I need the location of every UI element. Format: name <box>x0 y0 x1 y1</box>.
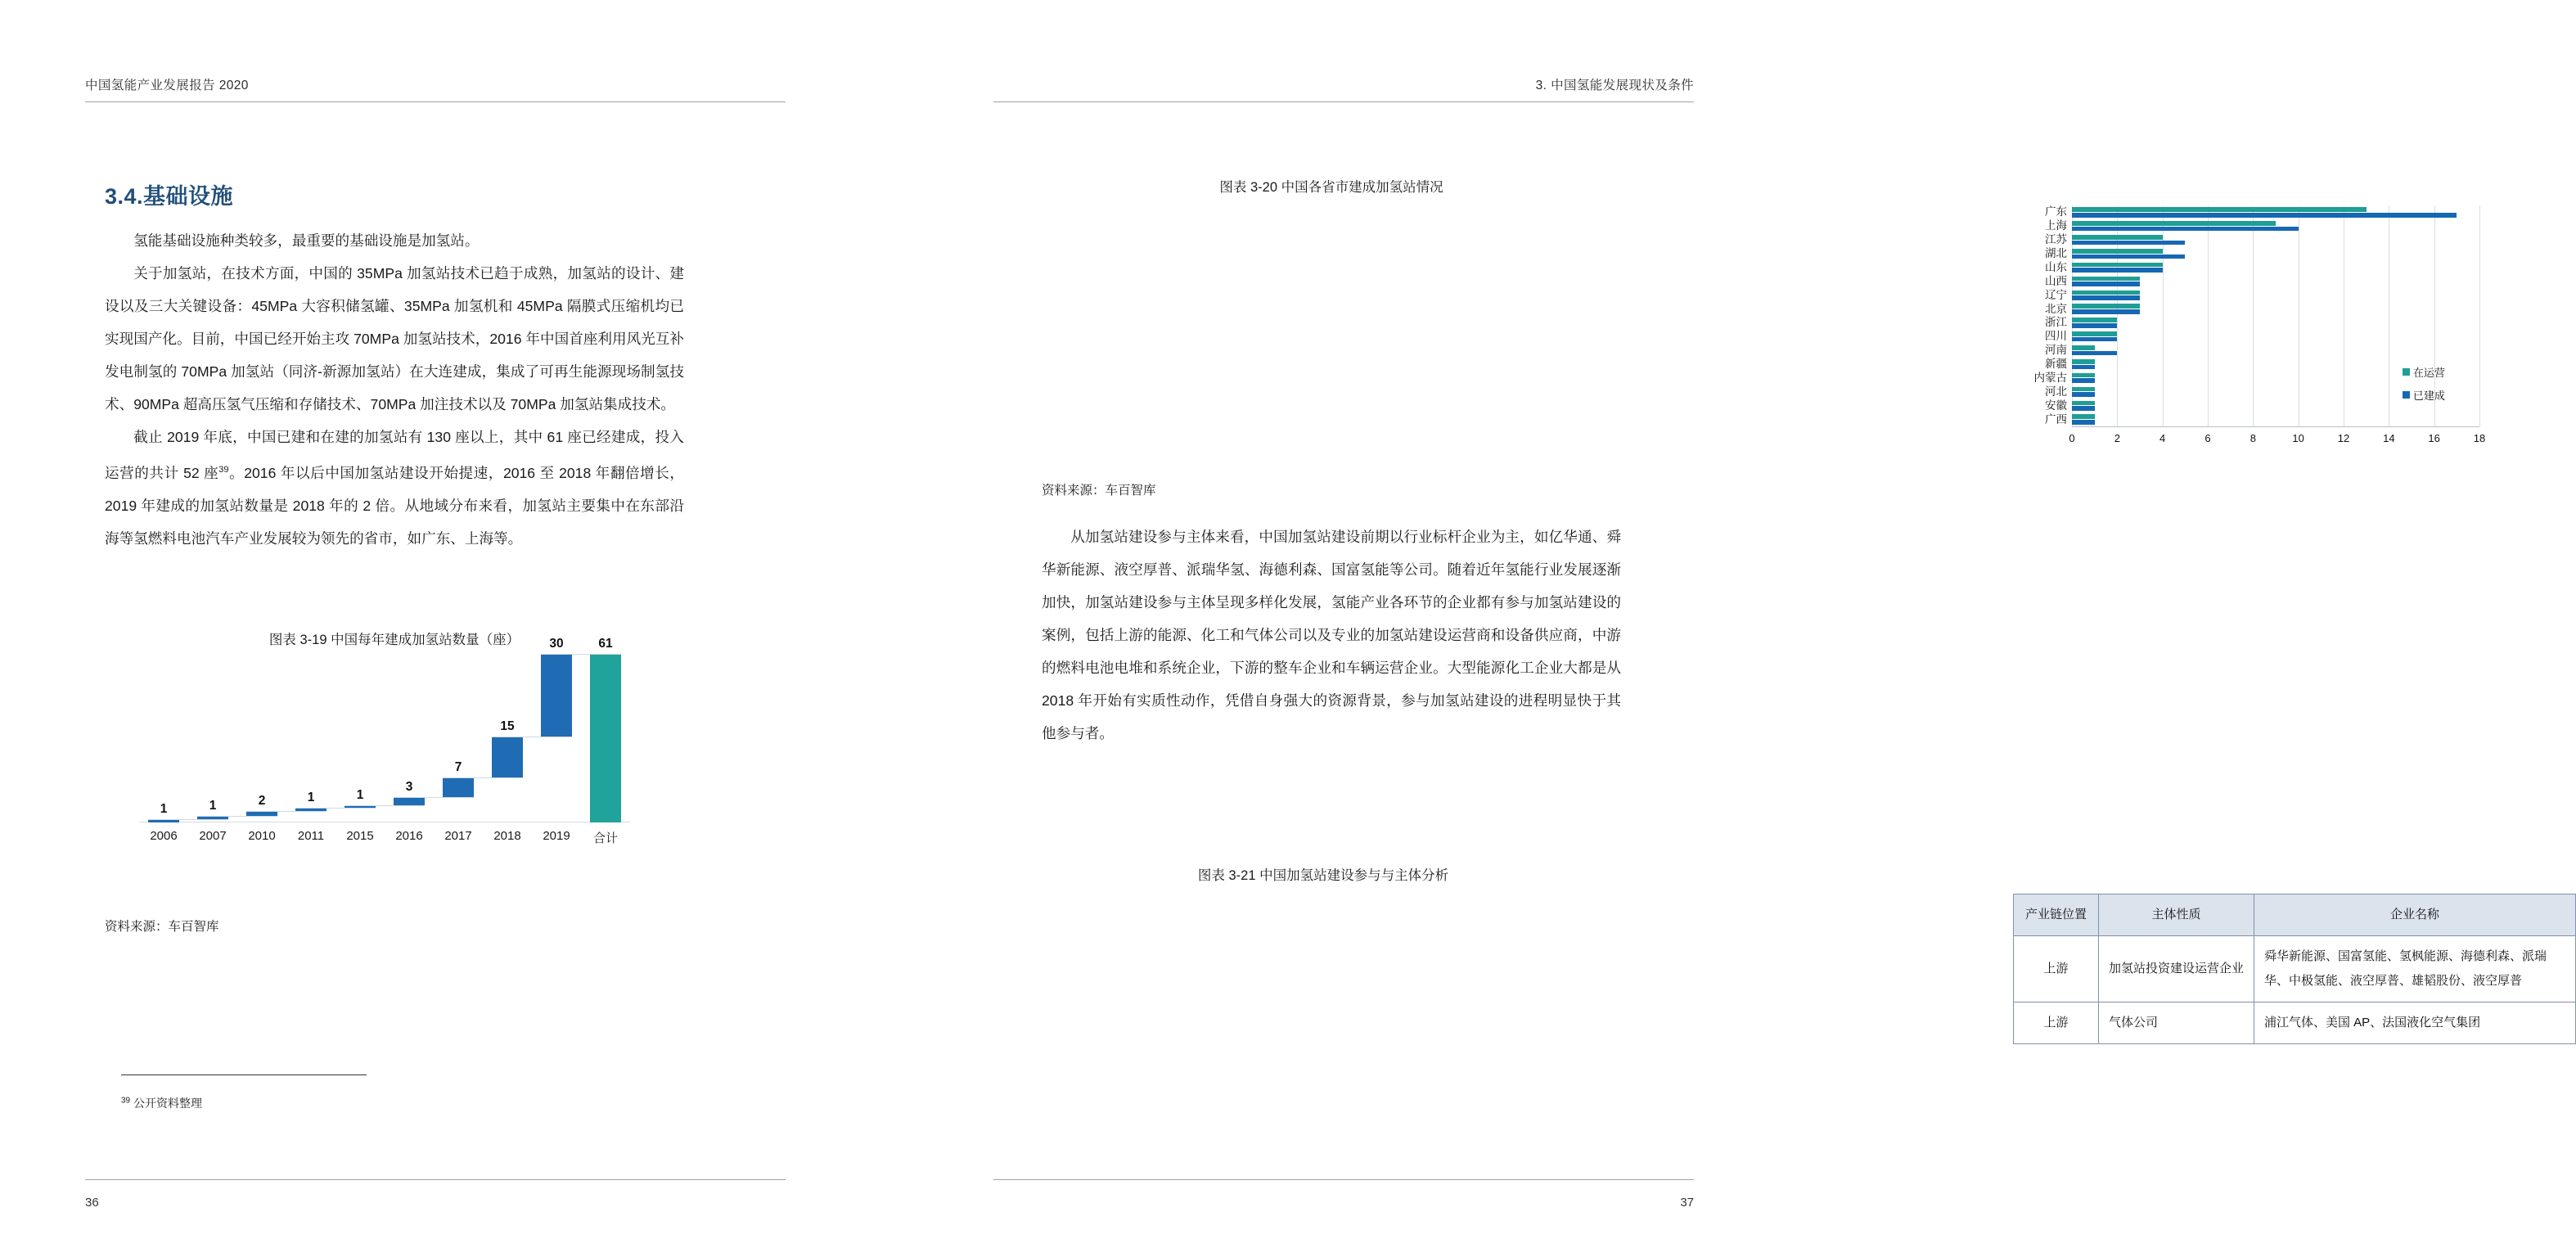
hbar-segment <box>2072 227 2299 232</box>
hbar-category-label: 广西 <box>2045 412 2067 426</box>
figure-3-21-caption: 图表 3-21 中国加氢站建设参与与主体分析 <box>1197 868 1449 883</box>
hbar-row <box>2045 260 2479 275</box>
waterfall-category-label: 2018 <box>493 829 521 843</box>
hbar-category-label: 广东 <box>2045 205 2067 219</box>
hbar-segment <box>2072 241 2185 246</box>
waterfall-category-label: 合计 <box>592 831 619 845</box>
header-rule-right <box>993 101 1694 102</box>
hbar-tick-label: 14 <box>2383 432 2395 444</box>
hbar-row <box>2045 233 2479 247</box>
hbar-segment <box>2072 255 2185 259</box>
hbar-segment <box>2072 309 2140 314</box>
table-cell: 上游 <box>2014 936 2099 1002</box>
waterfall-value-label: 2 <box>258 793 266 808</box>
waterfall-value-label: 1 <box>209 799 217 813</box>
footnote-body: 公开资料整理 <box>133 1097 203 1110</box>
hbar-segment <box>2072 420 2095 425</box>
hbar-segment <box>2072 378 2095 383</box>
table-cell: 气体公司 <box>2099 1002 2254 1044</box>
footnote-text <box>121 1095 202 1111</box>
waterfall-value-label: 30 <box>549 637 564 651</box>
hbar-tick-label: 0 <box>2069 432 2075 444</box>
hbar-segment <box>2072 282 2140 286</box>
waterfall-connector <box>345 805 424 806</box>
figure-3-19-caption: 图表 3-19 中国每年建成加氢站数量（座） <box>268 633 520 647</box>
waterfall-category-label: 2011 <box>297 829 325 843</box>
waterfall-connector <box>541 654 620 655</box>
hbar-segment <box>2072 373 2095 378</box>
hbar-category-label: 新疆 <box>2045 358 2067 371</box>
hbar-row <box>2045 344 2479 358</box>
hbar-segment <box>2072 359 2095 364</box>
hbar-segment <box>2072 235 2163 240</box>
hbar-tick-label: 4 <box>2159 432 2166 444</box>
hbar-category-label: 河南 <box>2045 344 2067 357</box>
hbar-gridline <box>2479 205 2480 426</box>
paragraph-4: 从加氢站建设参与主体来看，中国加氢站建设前期以行业标杆企业为主，如亿华通、舜华新能源、液空厚普、派瑞华氢、海德利森、国富氢能等公司。随着近年氢能行业发展逐渐加快，加氢站建设参与主体呈现多样化发展，氢能产业各环节的企业都有参与加氢站建设的案例，包括上游的能源、化工和气体公司以及专业的加氢站建设运营商和设备供应商，中游的燃料电池电堆和系统企业，下游的整车企业和车辆运营企业。大型能源化工企业大都是从 2018 年开始有实质性动作，凭借自身强大的资源背景，参与加氢站建设的进程明显快于其他参与者。 <box>1042 529 1621 741</box>
hbar-row <box>2045 288 2479 302</box>
hbar-legend-label: 在运营 <box>2412 367 2445 380</box>
hbar-segment <box>2072 213 2457 218</box>
hbar-legend-swatch <box>2403 368 2410 376</box>
waterfall-bar <box>443 778 473 798</box>
hbar-x-axis <box>2072 426 2479 427</box>
table-body <box>2014 936 2576 1044</box>
paragraph-2: 关于加氢站，在技术方面，中国的 35MPa 加氢站技术已趋于成熟，加氢站的设计、建设以及三大关键设备：45MPa 大容积储氢罐、35MPa 加氢机和 45MPa 隔膜式压缩机均已实现国产化。目前，中国已经开始主攻 70MPa 加氢站技术，2016 年中国首座利用风光互补发电制氢的 70MPa 加氢站（同济-新源加氢站）在大连建成，集成了可再生能源现场制氢技术、90MPa 超高压氢气压缩和存储技术、70MPa 加注技术以及 70MPa 加氢站集成技术。 <box>105 265 684 412</box>
figure-3-20-caption: 图表 3-20 中国各省市建成加氢站情况 <box>1219 180 1443 195</box>
waterfall-value-label: 7 <box>454 760 462 775</box>
hbar-segment <box>2072 387 2095 392</box>
header-rule-left <box>85 101 786 102</box>
hbar-segment <box>2072 221 2276 226</box>
waterfall-value-label: 15 <box>500 719 515 733</box>
footnote-rule <box>121 1075 367 1076</box>
hbar-segment <box>2072 331 2117 336</box>
table-cell: 浦江气体、美国 AP、法国液化空气集团 <box>2254 1002 2576 1044</box>
hbar-category-label: 四川 <box>2045 330 2067 343</box>
figure-3-20-source: 资料来源：车百智库 <box>1042 484 1156 498</box>
hbar-segment <box>2072 318 2117 322</box>
hbar-legend-item <box>2403 364 2445 380</box>
hbar-segment <box>2072 406 2095 411</box>
waterfall-value-label: 1 <box>160 801 168 816</box>
page-number-right: 37 <box>1680 1196 1694 1210</box>
hbar-segment <box>2072 291 2140 295</box>
hbar-tick-label: 2 <box>2114 432 2120 444</box>
waterfall-category-label: 2015 <box>346 829 374 843</box>
hbar-row <box>2045 247 2479 261</box>
hbar-segment <box>2072 268 2163 273</box>
waterfall-value-label: 3 <box>405 779 413 794</box>
hbar-row <box>2045 302 2479 316</box>
table-col-company-names: 企业名称 <box>2254 894 2576 936</box>
page-number-left: 36 <box>85 1196 99 1210</box>
table-cell: 上游 <box>2014 1002 2099 1044</box>
running-head-right: 3. 中国氢能发展现状及条件 <box>1535 79 1694 92</box>
hbar-legend <box>2403 364 2445 410</box>
waterfall-value-label: 1 <box>356 787 364 802</box>
hbar-segment <box>2072 323 2117 328</box>
hbar-segment <box>2072 351 2117 356</box>
figure-3-21-table <box>2013 894 2576 1044</box>
hbar-row <box>2045 412 2479 426</box>
hbar-row <box>2045 316 2479 330</box>
table-header <box>2014 894 2576 936</box>
waterfall-connector <box>197 816 277 817</box>
table-cell: 舜华新能源、国富氢能、氢枫能源、海德利森、派瑞华、中极氢能、液空厚普、雄韬股份、液空厚普 <box>2254 936 2576 1002</box>
paragraph-3: 截止 2019 年底，中国已建和在建的加氢站有 130 座以上，其中 61 座已经建成，投入运营的共计 52 座$^{39}$。2016 年以后中国加氢站建设开始提速，2016 至 2018 年翻倍增长，2019 年建成的加氢站数量是 2018 年的 2 倍。从地域分布来看，加氢站主要集中在东部沿海等氢燃料电池汽车产业发展较为领先的省市，如广东、上海等。 <box>105 429 684 547</box>
table-row <box>2014 1002 2576 1044</box>
hbar-tick-label: 6 <box>2204 432 2211 444</box>
hbar-category-label: 江苏 <box>2045 233 2067 246</box>
hbar-legend-label: 已建成 <box>2412 390 2445 403</box>
waterfall-category-label: 2006 <box>150 829 178 843</box>
hbar-category-label: 内蒙古 <box>2033 371 2067 384</box>
hbar-row <box>2045 274 2479 288</box>
right-body-text <box>1042 520 1621 750</box>
footer-rule-right <box>993 1179 1694 1180</box>
table-row <box>2014 936 2576 1002</box>
figure-3-20-chart <box>2013 200 2537 446</box>
hbar-category-label: 上海 <box>2045 219 2067 232</box>
hbar-segment <box>2072 249 2163 254</box>
waterfall-connector <box>443 777 522 778</box>
hbar-category-label: 山东 <box>2045 260 2067 273</box>
hbar-row <box>2045 205 2479 219</box>
hbar-category-label: 浙江 <box>2045 316 2067 329</box>
waterfall-bar <box>541 655 571 737</box>
left-body-text <box>105 224 684 555</box>
hbar-tick-label: 8 <box>2249 432 2256 444</box>
running-head-left: 中国氢能产业发展报告 2020 <box>85 79 249 92</box>
hbar-segment <box>2072 414 2095 419</box>
hbar-category-label: 北京 <box>2045 302 2067 315</box>
waterfall-category-label: 2007 <box>199 829 227 843</box>
hbar-row <box>2045 330 2479 344</box>
page-left <box>0 0 889 1257</box>
table-header-row <box>2014 894 2576 936</box>
hbar-tick-label: 12 <box>2337 432 2350 444</box>
hbar-segment <box>2072 337 2117 342</box>
waterfall-value-label: 61 <box>598 637 613 651</box>
hbar-category-label: 湖北 <box>2045 247 2067 260</box>
hbar-segment <box>2072 207 2367 212</box>
waterfall-value-label: 1 <box>307 791 315 805</box>
waterfall-category-label: 2010 <box>248 829 276 843</box>
waterfall-connector <box>394 797 473 798</box>
hbar-legend-swatch <box>2403 391 2410 399</box>
hbar-segment <box>2072 365 2095 370</box>
hbar-segment <box>2072 345 2095 350</box>
waterfall-category-label: 2019 <box>543 829 570 843</box>
waterfall-connector <box>246 811 326 812</box>
hbar-legend-item <box>2403 387 2445 403</box>
figure-3-19-source: 资料来源：车百智库 <box>105 920 219 934</box>
waterfall-connector <box>148 819 227 820</box>
hbar-tick-label: 10 <box>2292 432 2304 444</box>
page-title: 3.4.基础设施 <box>105 184 234 209</box>
hbar-segment <box>2072 295 2140 300</box>
hbar-row <box>2045 219 2479 233</box>
hbar-segment <box>2072 392 2095 397</box>
hbar-segment <box>2072 263 2163 268</box>
table-cell: 加氢站投资建设运营企业 <box>2099 936 2254 1002</box>
hbar-segment <box>2072 304 2140 309</box>
hbar-tick-label: 18 <box>2473 432 2486 444</box>
hbar-category-label: 辽宁 <box>2045 288 2067 301</box>
table-col-chain-position: 产业链位置 <box>2014 894 2099 936</box>
hbar-category-label: 山西 <box>2045 274 2067 287</box>
footnote-number: 39 <box>121 1096 131 1106</box>
table-col-entity-type: 主体性质 <box>2099 894 2254 936</box>
footnote-ref[interactable]: 39 <box>218 465 229 475</box>
waterfall-connector <box>295 808 375 809</box>
hbar-segment <box>2072 277 2140 282</box>
footer-rule-left <box>85 1179 786 1180</box>
hbar-tick-label: 16 <box>2428 432 2440 444</box>
hbar-segment <box>2072 401 2095 406</box>
waterfall-bar <box>492 737 522 778</box>
hbar-category-label: 安徽 <box>2045 399 2067 412</box>
page-right <box>889 0 2547 1257</box>
waterfall-bar <box>590 655 620 822</box>
hbar-category-label: 河北 <box>2045 385 2067 398</box>
waterfall-category-label: 2016 <box>395 829 423 843</box>
waterfall-category-label: 2017 <box>444 829 472 843</box>
paragraph-1: 氢能基础设施种类较多，最重要的基础设施是加氢站。 <box>133 232 480 249</box>
